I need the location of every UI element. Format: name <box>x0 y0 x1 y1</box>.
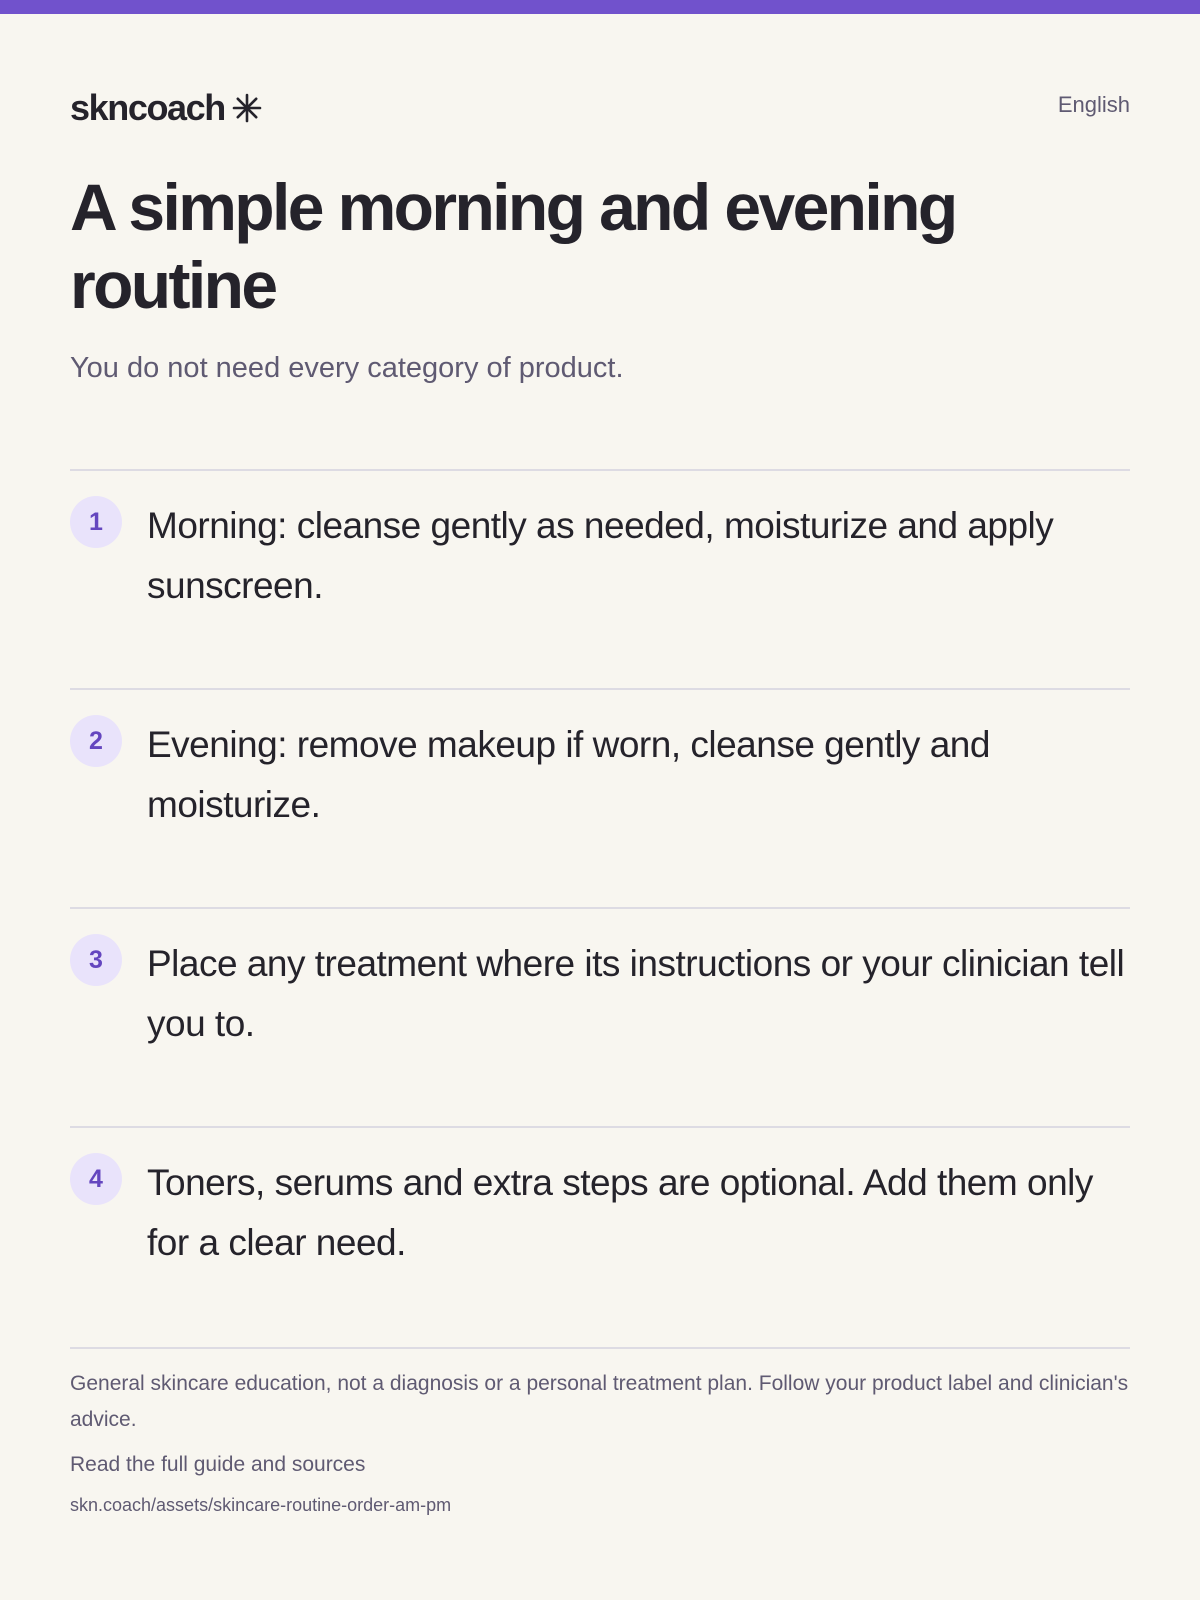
step-text: Morning: cleanse gently as needed, moisturize and apply sunscreen. <box>147 505 1054 606</box>
disclaimer-text: General skincare education, not a diagnosis or a personal treatment plan. Follow your product label and clinician's advice. <box>70 1372 1129 1431</box>
step-text: Place any treatment where its instructions or your clinician tell you to. <box>147 943 1125 1044</box>
step-text: Toners, serums and extra steps are optional. Add them only for a clear need. <box>147 1162 1093 1263</box>
page-subtitle: You do not need every category of product. <box>70 352 624 384</box>
step-number-badge: 4 <box>70 1153 122 1205</box>
language-selector[interactable]: English <box>1057 92 1130 117</box>
step-number-badge: 1 <box>70 496 122 548</box>
routine-steps <box>70 469 1130 1345</box>
step-text: Evening: remove makeup if worn, cleanse gently and moisturize. <box>147 724 990 825</box>
page-title: A simple morning and evening routine <box>70 170 956 322</box>
step-item <box>70 907 1130 1126</box>
logo[interactable] <box>70 86 263 130</box>
footer <box>70 1347 1130 1518</box>
source-url: skn.coach/assets/skincare-routine-order-am-pm <box>70 1495 452 1515</box>
asterisk-icon <box>231 92 263 124</box>
step-number-badge: 3 <box>70 934 122 986</box>
step-item <box>70 469 1130 688</box>
logo-wordmark: skncoach <box>70 87 225 128</box>
step-number-badge: 2 <box>70 715 122 767</box>
step-item <box>70 1126 1130 1345</box>
header <box>70 86 1130 130</box>
page <box>70 0 1130 1600</box>
step-item <box>70 688 1130 907</box>
full-guide-link[interactable]: Read the full guide and sources <box>70 1453 366 1476</box>
